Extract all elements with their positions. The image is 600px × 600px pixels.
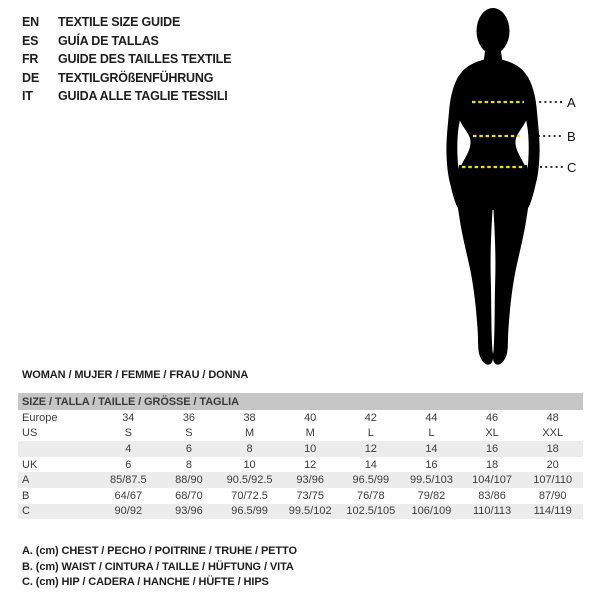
table-cell: 10 — [304, 442, 317, 455]
table-cell: 73/75 — [296, 489, 324, 502]
table-cell: 110/113 — [472, 505, 512, 518]
table-cell: 8 — [185, 458, 192, 471]
table-cell: 6 — [125, 458, 132, 471]
guide-title-text: TEXTILE SIZE GUIDE — [58, 15, 181, 30]
language-row — [22, 87, 231, 106]
silhouette-legs — [457, 165, 530, 365]
guide-title-text: TEXTILGRÖßENFÜHRUNG — [58, 70, 214, 85]
language-code: DE — [22, 70, 39, 85]
guide-title-text: GUIDA ALLE TAGLIE TESSILI — [58, 89, 228, 104]
table-cell: 46 — [485, 411, 499, 424]
table-cell: 48 — [546, 411, 559, 424]
woman-silhouette — [446, 8, 539, 365]
table-cell: 87/90 — [538, 489, 567, 502]
table-cell: 99.5/103 — [410, 474, 453, 487]
table-cell: 68/70 — [175, 489, 203, 502]
table-cell: M — [244, 427, 255, 440]
size-table — [18, 393, 583, 519]
table-cell: XXL — [542, 427, 564, 440]
table-cell: 90.5/92.5 — [226, 474, 273, 487]
table-cell: 85/87.5 — [109, 474, 147, 487]
row-label: B — [22, 489, 30, 502]
section-title-woman: WOMAN / MUJER / FEMME / FRAU / DONNA — [22, 369, 249, 381]
woman-silhouette-figure — [390, 0, 600, 380]
row-label: US — [22, 427, 38, 440]
legend-line: A. (cm) CHEST / PECHO / POITRINE / TRUHE / PETTO — [22, 545, 297, 557]
table-cell: 16 — [425, 458, 438, 471]
table-cell: 88/90 — [175, 474, 203, 487]
table-cell: 107/110 — [533, 474, 573, 487]
row-label: A — [22, 474, 30, 487]
language-title-block — [22, 13, 231, 106]
guide-title-text: GUÍA DE TALLAS — [58, 33, 159, 48]
language-code: EN — [22, 15, 39, 30]
table-cell: 99.5/102 — [288, 505, 332, 518]
table-cell: 14 — [425, 442, 438, 455]
table-cell: 6 — [185, 442, 192, 455]
table-cell: M — [305, 427, 315, 440]
table-cell: 70/72.5 — [231, 489, 268, 502]
language-row — [22, 69, 231, 88]
table-row — [18, 410, 583, 426]
chest-label-a: A — [567, 95, 576, 110]
table-cell: 79/82 — [417, 489, 446, 502]
language-code: IT — [22, 89, 33, 104]
row-label: UK — [22, 458, 38, 471]
table-cell: XL — [485, 427, 499, 440]
table-cell: 96.5/99 — [352, 474, 390, 487]
table-cell: 90/92 — [114, 505, 143, 518]
guide-title-text: GUIDE DES TAILLES TEXTILE — [58, 52, 232, 67]
table-cell: 18 — [546, 442, 559, 455]
table-cell: 93/96 — [296, 474, 324, 487]
row-label: Europe — [22, 411, 58, 424]
row-label: C — [22, 505, 30, 518]
table-cell: 44 — [425, 411, 438, 424]
table-cell: 34 — [122, 411, 135, 424]
table-row — [18, 457, 583, 473]
table-cell: 18 — [485, 458, 499, 471]
table-cell: 14 — [364, 458, 377, 471]
table-cell: 40 — [304, 411, 317, 424]
hip-label-c: C — [567, 160, 577, 175]
table-cell: 16 — [485, 442, 499, 455]
measurement-legend — [22, 545, 297, 592]
table-row — [18, 488, 583, 504]
table-cell: 114/119 — [533, 505, 572, 518]
legend-line: B. (cm) WAIST / CINTURA / TAILLE / HÜFTUNG / VITA — [22, 560, 294, 573]
table-cell: 12 — [364, 442, 377, 455]
size-table-header: SIZE / TALLA / TAILLE / GRÖSSE / TAGLIA — [18, 393, 583, 410]
table-cell: 104/107 — [472, 474, 512, 487]
table-cell: 4 — [125, 442, 132, 455]
table-cell: 102.5/105 — [346, 505, 396, 518]
table-cell: 12 — [304, 458, 317, 471]
table-cell: S — [185, 427, 193, 440]
size-table-body — [18, 410, 583, 519]
table-cell: 38 — [243, 411, 256, 424]
legend-line: C. (cm) HIP / CADERA / HANCHE / HÜFTE / HIPS — [22, 576, 269, 588]
table-cell: 106/109 — [411, 505, 452, 518]
table-cell: 36 — [182, 411, 196, 424]
language-row — [22, 13, 231, 32]
table-row — [18, 426, 583, 442]
table-cell: S — [124, 427, 132, 440]
table-cell: 64/67 — [114, 489, 143, 502]
language-row — [22, 50, 231, 69]
table-cell: 76/78 — [357, 489, 385, 502]
language-code: FR — [22, 52, 39, 67]
table-cell: 42 — [364, 411, 377, 424]
waist-label-b: B — [567, 129, 576, 144]
table-cell: 20 — [546, 458, 559, 471]
table-row — [18, 472, 583, 488]
table-cell: 10 — [243, 458, 256, 471]
table-cell: 93/96 — [175, 505, 203, 518]
table-cell: 8 — [246, 442, 253, 455]
table-cell: 83/86 — [478, 489, 506, 502]
table-row — [18, 441, 583, 457]
table-cell: 96.5/99 — [231, 505, 268, 518]
table-cell: L — [367, 427, 374, 440]
language-row — [22, 32, 231, 51]
language-code: ES — [22, 33, 39, 48]
table-row — [18, 504, 583, 520]
table-cell: L — [428, 427, 435, 440]
